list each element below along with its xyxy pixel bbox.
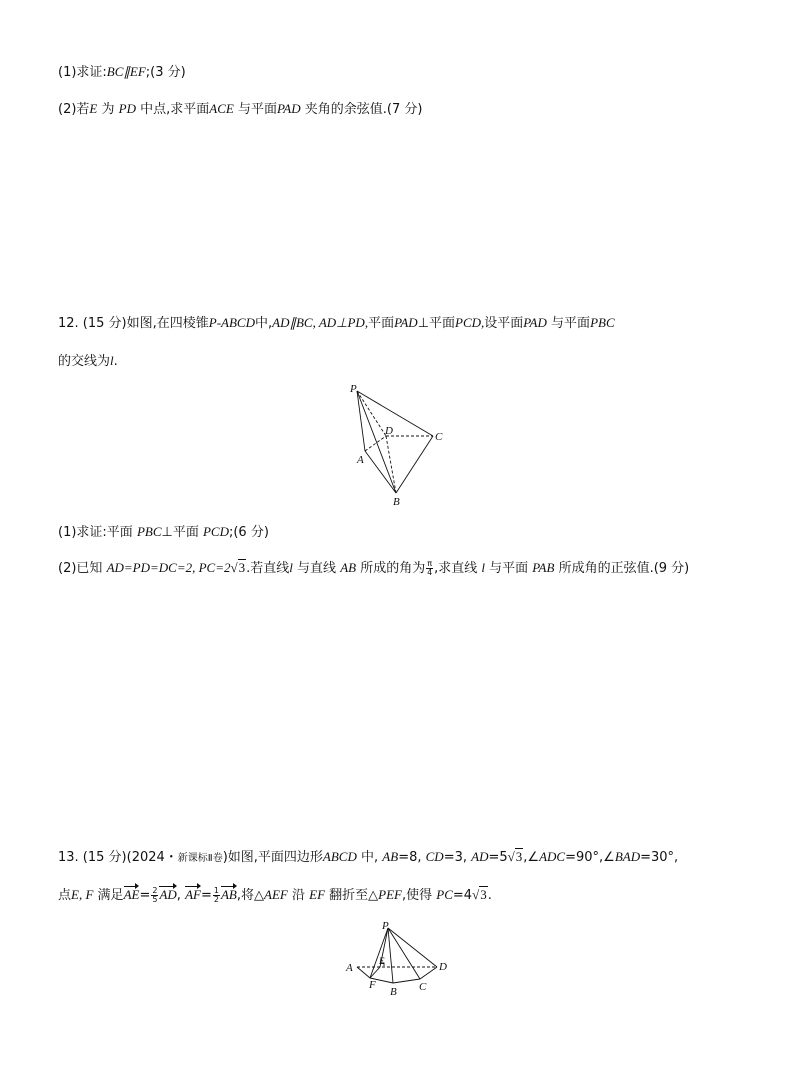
edge-CD — [420, 967, 437, 979]
math: AB — [382, 849, 399, 864]
math: l — [110, 353, 114, 368]
q11-part1-suffix: ;(3 分) — [145, 65, 186, 80]
text: 平面 — [368, 316, 395, 331]
edge-PC — [357, 391, 433, 436]
text: ⊥平面 — [161, 525, 199, 540]
numerator: 1 — [213, 886, 219, 895]
math: PCD, — [455, 315, 485, 330]
text: =8, — [398, 850, 422, 865]
label-P: P — [382, 920, 389, 932]
sqrt-3: √3 — [230, 560, 246, 575]
math: EF — [309, 887, 326, 902]
math: E — [89, 101, 98, 116]
math: l — [289, 560, 293, 575]
q13-stem-line1 — [58, 849, 678, 867]
text: =90°,∠ — [565, 850, 615, 865]
text: ;(6 分) — [228, 525, 269, 540]
edge-AF — [357, 967, 370, 978]
math: BAD — [614, 849, 641, 864]
math: PBC — [136, 524, 162, 539]
edge-PC — [388, 928, 420, 979]
math: AEF — [264, 887, 288, 902]
text: . — [487, 888, 492, 903]
text: 12. (15 分)如图,在四棱锥 — [58, 316, 209, 331]
edge-EF — [370, 967, 380, 978]
math: ACE — [209, 101, 234, 116]
text: 夹角的余弦值.(7 分) — [304, 102, 423, 117]
math: PEF — [378, 887, 402, 902]
edge-BC — [393, 979, 420, 983]
q11-part1-prefix: (1)求证: — [58, 65, 107, 80]
math: AD — [471, 849, 489, 864]
fraction-2-5 — [151, 887, 158, 904]
text: . — [113, 354, 118, 369]
edge-BC — [396, 436, 433, 493]
text: = — [139, 888, 151, 903]
text: =5 — [488, 850, 508, 865]
label-D: D — [439, 961, 447, 973]
numerator: 2 — [152, 886, 158, 895]
denominator: 2 — [213, 895, 219, 904]
math: ABCD — [322, 849, 357, 864]
q13-stem-line2 — [58, 887, 492, 904]
edge-PD — [388, 928, 437, 967]
fraction-1-2 — [213, 887, 220, 904]
edge-PB — [388, 928, 393, 983]
q11-part1 — [58, 64, 186, 81]
text: 与平面 — [238, 102, 278, 117]
edge-PA — [357, 391, 365, 451]
math: PCD — [202, 524, 229, 539]
q12-stem-line2 — [58, 353, 118, 370]
text: 沿 — [291, 888, 305, 903]
q11-part2 — [58, 101, 422, 118]
q12-part2 — [58, 560, 689, 577]
vector-AF: AF — [185, 887, 201, 902]
edge-PB — [357, 391, 396, 493]
text: 中, — [254, 316, 273, 331]
text: 设平面 — [484, 316, 524, 331]
math: PAD — [394, 315, 418, 330]
math: CD — [425, 849, 444, 864]
math: PD — [118, 101, 137, 116]
label-B: B — [393, 496, 400, 508]
label-P: P — [350, 383, 357, 395]
text: 翻折至△ — [329, 888, 379, 903]
text: 所成的角为 — [360, 561, 426, 576]
label-B: B — [390, 986, 397, 998]
math: PAB — [532, 560, 555, 575]
math: PBC — [590, 315, 615, 330]
text: ,∠ — [523, 850, 540, 865]
math: P-ABCD — [208, 315, 255, 330]
math: ADC — [539, 849, 566, 864]
text: 满足 — [97, 888, 124, 903]
numerator: π — [427, 559, 433, 568]
text: ,求直线 — [434, 561, 478, 576]
edge-AB — [365, 451, 396, 493]
label-D: D — [385, 425, 393, 437]
text: ⊥平面 — [417, 316, 456, 331]
math: PAD — [523, 315, 547, 330]
text: 与直线 — [297, 561, 337, 576]
text: 中, — [361, 850, 379, 865]
sqrt-3: √3 — [472, 887, 487, 902]
label-C: C — [435, 431, 443, 443]
math: AD∥BC, AD⊥PD, — [272, 315, 369, 330]
vector-AE: AE — [123, 887, 140, 902]
text: =3, — [443, 850, 467, 865]
text: 点 — [58, 888, 72, 903]
text: 与平面 — [551, 316, 591, 331]
math: AB — [340, 560, 357, 575]
radicand: 3 — [515, 849, 523, 864]
text: , — [176, 888, 181, 903]
denominator: 4 — [427, 568, 433, 577]
text: 的交线为 — [58, 354, 111, 369]
text: 13. (15 分)(2024・ — [58, 850, 178, 865]
text: 所成角的正弦值.(9 分) — [558, 561, 690, 576]
text: 与平面 — [489, 561, 529, 576]
text: =4 — [452, 888, 473, 903]
math: PAD — [277, 101, 301, 116]
edge-PF — [370, 928, 388, 978]
sqrt-3: √3 — [507, 849, 523, 864]
radicand: 3 — [480, 887, 487, 902]
q12-part1 — [58, 524, 269, 541]
source-label: 新课标Ⅱ卷 — [177, 853, 223, 864]
label-E: E — [379, 956, 385, 966]
text: (2)已知 — [58, 561, 103, 576]
math: l — [481, 560, 485, 575]
text: ,将△ — [236, 888, 264, 903]
label-A: A — [346, 962, 353, 974]
q11-part1-expr: BC∥EF — [106, 64, 146, 79]
q12-stem-line1 — [58, 315, 615, 332]
math: E, F — [71, 887, 94, 902]
edge-DB — [386, 436, 396, 493]
radicand: 3 — [238, 560, 246, 575]
vector-AD: AD — [159, 887, 177, 902]
label-C: C — [419, 981, 427, 993]
text: = — [200, 888, 212, 903]
vector-AB: AB — [220, 887, 237, 902]
denominator: 5 — [152, 895, 158, 904]
q12-pyramid-figure — [340, 378, 460, 510]
text: )如图,平面四边形 — [222, 850, 323, 865]
math: PC — [436, 887, 453, 902]
fraction-pi-4 — [426, 560, 433, 577]
text: ,使得 — [401, 888, 433, 903]
text: =30°, — [640, 850, 679, 865]
text: 为 — [101, 102, 115, 117]
math: AD=PD=DC=2, PC=2 — [106, 560, 231, 575]
text: (1)求证:平面 — [58, 525, 133, 540]
label-A: A — [357, 454, 364, 466]
text: 中点,求平面 — [140, 102, 210, 117]
text: .若直线 — [246, 561, 290, 576]
text: (2)若 — [58, 102, 90, 117]
q13-fold-figure — [340, 918, 456, 1000]
label-F: F — [369, 979, 376, 991]
